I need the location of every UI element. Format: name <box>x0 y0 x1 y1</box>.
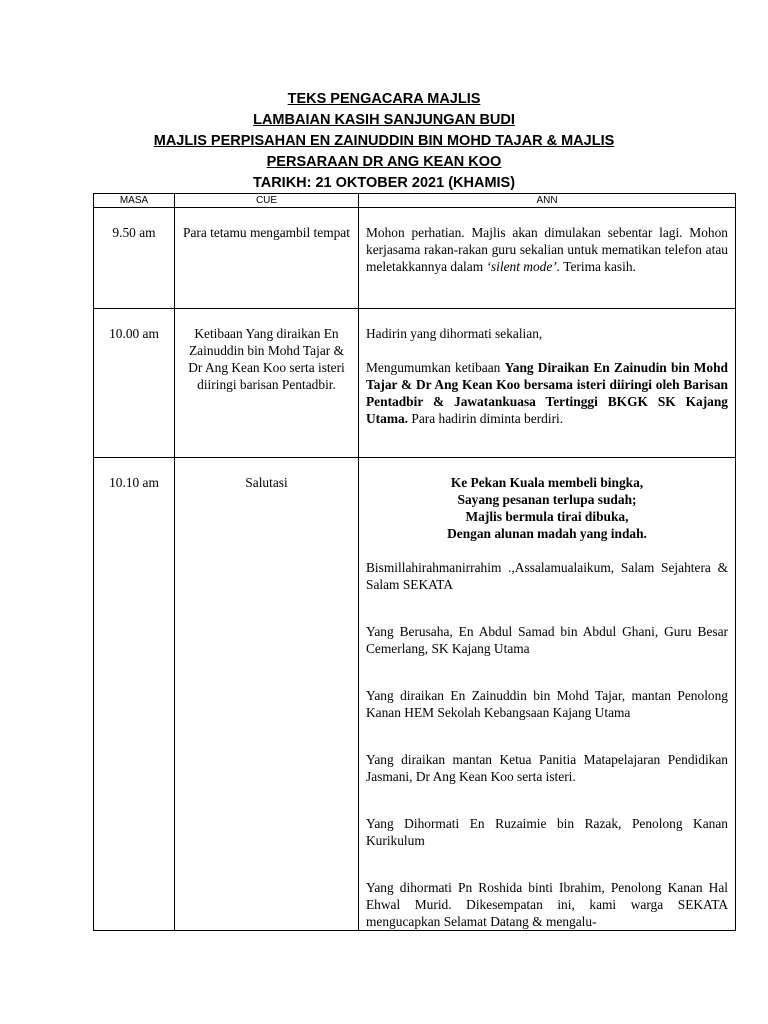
ann-paragraph: Yang Berusaha, En Abdul Samad bin Abdul Ghani, Guru Besar Cemerlang, SK Kajang Utama <box>366 624 728 656</box>
ann-paragraph: Yang diraikan En Zainuddin bin Mohd Tajar, mantan Penolong Kanan HEM Sekolah Kebangsaan Kajang Utama <box>366 688 728 720</box>
ann-italic-text: ‘silent mode’. <box>486 259 561 274</box>
ann-paragraph: Yang dihormati Pn Roshida binti Ibrahim, Penolong Kanan Hal Ehwal Murid. Dikesempatan ini, kami warga SEKATA mengucapkan Selamat Datang & mengalu- <box>366 880 728 929</box>
ann-paragraph: Hadirin yang dihormati sekalian, <box>366 326 543 341</box>
header-cue: CUE <box>175 194 359 208</box>
title-line-1: TEKS PENGACARA MAJLIS <box>287 91 481 107</box>
table-row <box>94 208 736 309</box>
cell-cue: Salutasi <box>175 458 359 931</box>
header-masa: MASA <box>94 194 175 208</box>
cell-masa: 10.00 am <box>94 309 175 458</box>
header-ann: ANN <box>359 194 736 208</box>
table-header-row <box>94 194 736 208</box>
cell-masa: 10.10 am <box>94 458 175 931</box>
title-line-4: PERSARAAN DR ANG KEAN KOO <box>266 154 502 170</box>
pantun-line: Majlis bermula tirai dibuka, <box>465 509 629 524</box>
cell-cue: Ketibaan Yang diraikan En Zainuddin bin Mohd Tajar & Dr Ang Kean Koo serta isteri diiringi barisan Pentadbir. <box>175 309 359 458</box>
cell-ann <box>359 309 736 458</box>
document-title-block <box>0 89 768 194</box>
pantun-line: Dengan alunan madah yang indah. <box>447 526 647 541</box>
ann-paragraph: Mengumumkan ketibaan Yang Diraikan En Zainudin bin Mohd Tajar & Dr Ang Kean Koo bersama isteri diiringi oleh Barisan Pentadbir & Jawatankuasa Tertinggi BKGK SK Kajang Utama. Para hadirin diminta berdiri. <box>366 360 728 426</box>
table-row <box>94 309 736 458</box>
pantun-line: Ke Pekan Kuala membeli bingka, <box>450 475 644 490</box>
cell-masa: 9.50 am <box>94 208 175 309</box>
cell-ann <box>359 208 736 309</box>
cell-cue: Para tetamu mengambil tempat <box>175 208 359 309</box>
cell-ann <box>359 458 736 931</box>
title-line-2: LAMBAIAN KASIH SANJUNGAN BUDI <box>253 112 515 128</box>
ann-bold-text: Yang Diraikan En Zainudin bin Mohd Tajar & Dr Ang Kean Koo bersama isteri diiringi oleh Barisan Pentadbir & Jawatankuasa Tertinggi BKGK SK Kajang Utama. <box>366 360 728 426</box>
title-line-3: MAJLIS PERPISAHAN EN ZAINUDDIN BIN MOHD TAJAR & MAJLIS <box>153 133 615 149</box>
pantun-verse <box>366 474 728 542</box>
pantun-line: Sayang pesanan terlupa sudah; <box>457 492 637 507</box>
schedule-table <box>93 193 736 931</box>
title-line-5-date: TARIKH: 21 OKTOBER 2021 (KHAMIS) <box>252 175 516 191</box>
ann-paragraph: Mohon perhatian. Majlis akan dimulakan sebentar lagi. Mohon kerjasama rakan-rakan guru sekalian untuk mematikan telefon atau meletakkannya dalam ‘silent mode’. Terima kasih. <box>366 225 728 274</box>
ann-paragraph: Yang diraikan mantan Ketua Panitia Matapelajaran Pendidikan Jasmani, Dr Ang Kean Koo serta isteri. <box>366 752 728 784</box>
ann-paragraph: Bismillahirahmanirrahim .,Assalamualaikum, Salam Sejahtera & Salam SEKATA <box>366 560 728 592</box>
ann-paragraph: Yang Dihormati En Ruzaimie bin Razak, Penolong Kanan Kurikulum <box>366 816 728 848</box>
table-row <box>94 458 736 931</box>
